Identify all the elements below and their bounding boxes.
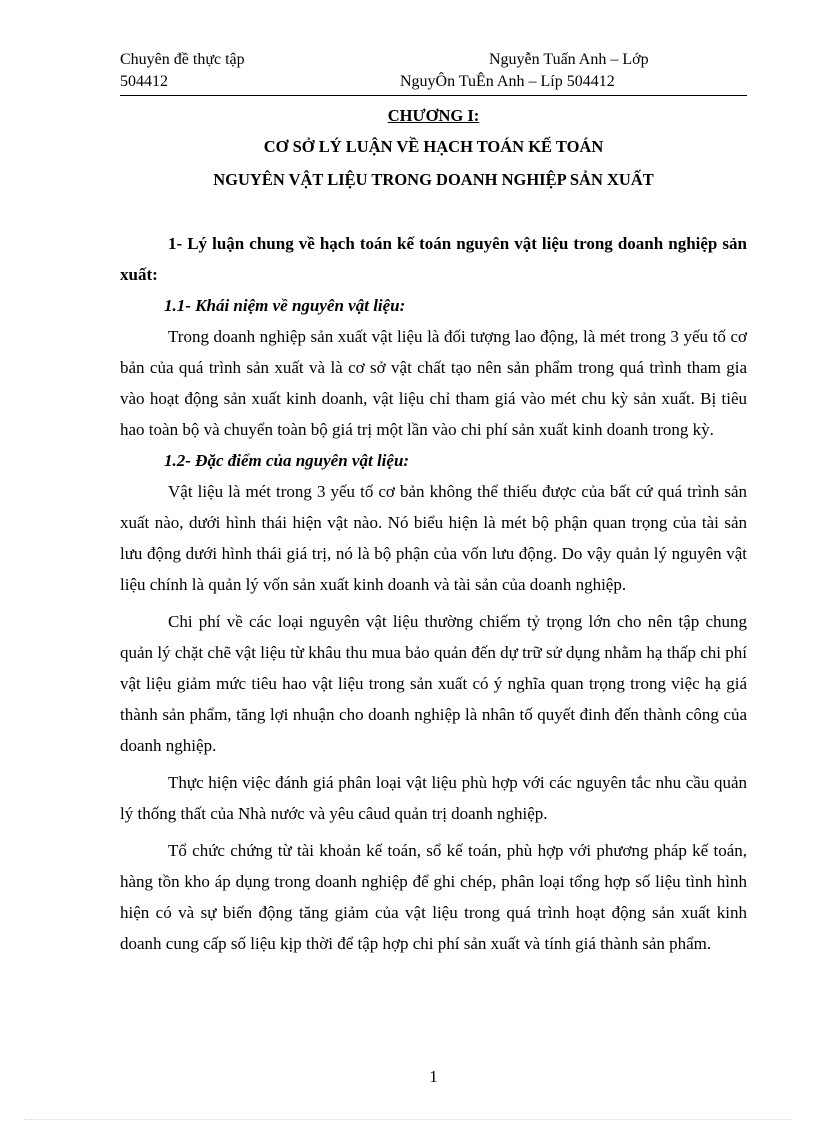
page-number: 1 xyxy=(429,1067,438,1086)
chapter-label: CHƯƠNG I: xyxy=(387,106,480,125)
section-1-heading: 1- Lý luận chung về hạch toán kế toán nguyên vật liệu trong doanh nghiệp sản xuất: xyxy=(120,234,747,284)
paragraph-3: Chi phí về các loại nguyên vật liệu thường chiếm tỷ trọng lớn cho nên tập chung quản lý chặt chẽ vật liệu từ khâu thu mua bảo quản đến dự trữ sử dụng nhằm hạ thấp chi phí vật liệu giảm mức tiêu hao vật liệu trong sản xuất có ý nghĩa quan trọng trong việc hạ giá thành sản phẩm, tăng lợi nhuận cho doanh nghiệp là nhân tố quyết đinh đến thành công của doanh nghiệp. xyxy=(120,612,747,755)
footer-divider xyxy=(24,1119,792,1120)
paragraph-5: Tổ chức chứng từ tài khoản kế toán, sổ kế toán, phù hợp với phương pháp kế toán, hàng tồn kho áp dụng trong doanh nghiệp để ghi chép, phân loại tổng hợp số liệu tình hình hiện có và sự biến động tăng giảm của vật liệu trong quá trình hoạt động sản xuất kinh doanh cung cấp số liệu kịp thời để tập hợp chi phí sản xuất và tính giá thành sản phẩm. xyxy=(120,841,747,953)
paragraph-2: Vật liệu là mét trong 3 yếu tố cơ bản không thể thiếu được của bất cứ quá trình sản xuất nào, dưới hình thái hiện vật nào. Nó biểu hiện là mét bộ phận quan trọng của tài sản lưu động dưới hình thái giá trị, nó là bộ phận của vốn lưu động. Do vậy quản lý nguyên vật liệu chính là quản lý vốn sản xuất kinh doanh và tài sản của doanh nghiệp. xyxy=(120,482,747,594)
body-text xyxy=(120,228,747,959)
header-left-line2: 504412 xyxy=(120,73,168,90)
header-left-line1: Chuyên đề thực tập xyxy=(120,51,245,68)
header-right-line2: NguyÔn TuÊn Anh – Líp 504412 xyxy=(400,73,615,90)
header-rule xyxy=(120,95,747,96)
paragraph-1: Trong doanh nghiệp sản xuất vật liệu là đối tượng lao động, là mét trong 3 yếu tố cơ bản của quá trình sản xuất và là cơ sở vật chất tạo nên sản phẩm trong quá trình tham gia vào hoạt động sản xuất kinh doanh, vật liệu chỉ tham giá vào mét chu kỳ sản xuất. Bị tiêu hao toàn bộ và chuyển toàn bộ giá trị một lần vào chi phí sản xuất kinh doanh trong kỳ. xyxy=(120,327,747,439)
paragraph-4: Thực hiện việc đánh giá phân loại vật liệu phù hợp với các nguyên tắc nhu cầu quản lý thống thất của Nhà nước và yêu câud quản trị doanh nghiệp. xyxy=(120,773,747,823)
section-1-1-heading: 1.1- Khái niệm về nguyên vật liệu: xyxy=(164,296,406,315)
header-right-line1: Nguyễn Tuấn Anh – Lớp xyxy=(489,51,649,68)
section-1-2-heading: 1.2- Đặc điểm của nguyên vật liệu: xyxy=(164,451,410,470)
chapter-title-line1: CƠ SỞ LÝ LUẬN VỀ HẠCH TOÁN KẾ TOÁN xyxy=(263,137,604,156)
chapter-title-line2: NGUYÊN VẬT LIỆU TRONG DOANH NGHIỆP SẢN XUẤT xyxy=(213,170,654,189)
